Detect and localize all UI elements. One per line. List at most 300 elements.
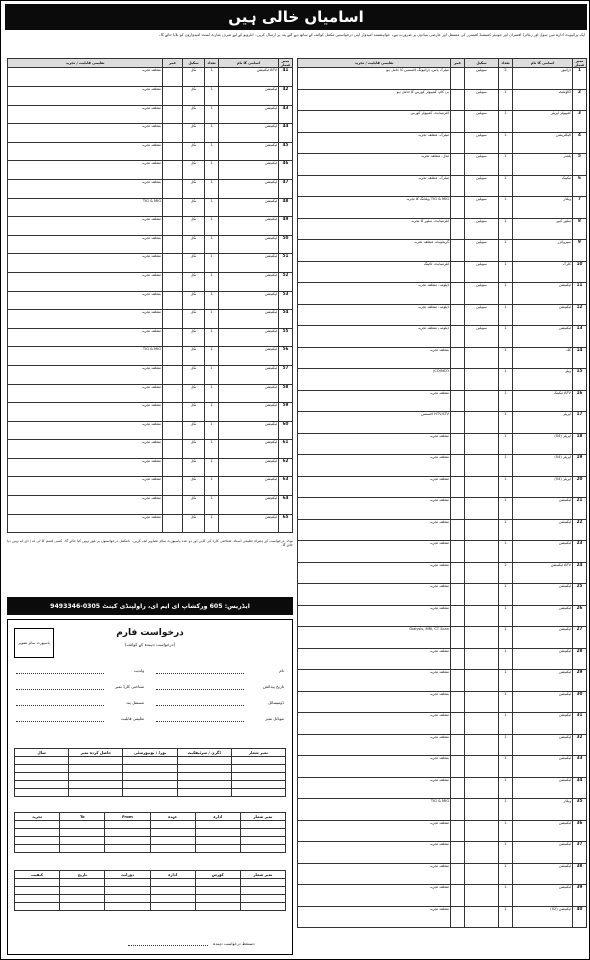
cell-qual: بی کام، کمپیوٹر کورس کا حامل ہو [298, 89, 451, 111]
cell-age [451, 885, 465, 907]
table-row [8, 328, 293, 347]
cell-post: ٹیکنیشن [219, 384, 279, 403]
table-row [298, 820, 587, 842]
cell-qual: میٹرک پاس، ڈرائیونگ لائسنس کا حامل ہو [298, 68, 451, 90]
cell-sr: 58 [279, 384, 293, 403]
cell-post: ٹیکنیشن [513, 713, 573, 735]
table-row [8, 68, 293, 87]
cell-age [163, 291, 183, 310]
cell-qty: 1 [499, 89, 513, 111]
cell-age [163, 458, 183, 477]
cell-qual: متعلقہ تجربہ [8, 496, 163, 515]
page-title: اسامیاں خالی ہیں [5, 4, 587, 30]
cell-age [451, 197, 465, 219]
col-header-post: اسامی کا نام [513, 59, 573, 68]
cell-pay [465, 519, 499, 541]
table-row [8, 310, 293, 329]
cell-pay [465, 369, 499, 391]
cell-qual: TIG & MIG [8, 198, 163, 217]
cell-age [451, 605, 465, 627]
cell-qty: 1 [205, 365, 219, 384]
notes-paragraph: نوٹ: درخواست کے ہمراہ تعلیمی اسناد، شناختی کارڈ کی کاپی اور دو عدد پاسپورٹ سائز تصاویر لف کریں۔ نامکمل درخواستوں پر غور نہیں کیا جائے گا۔ کسی قسم کا ٹی اے / ڈی اے نہیں دیا جائے گا۔ [7, 539, 293, 548]
cell-sr: 3 [573, 111, 587, 133]
cell-age [163, 254, 183, 273]
education-header-row [15, 749, 286, 757]
cell-age [163, 440, 183, 459]
table-row [8, 365, 293, 384]
cell-age [163, 272, 183, 291]
form-table-header-cell: عہدہ [150, 813, 195, 821]
cell-post: ٹیکنیشن [219, 124, 279, 143]
table-row [8, 403, 293, 422]
form-field-input[interactable] [16, 705, 104, 706]
cell-pay: سویلین [465, 154, 499, 176]
cell-age [451, 132, 465, 154]
table-row [298, 627, 587, 649]
cell-qual: متعلقہ تجربہ [298, 670, 451, 692]
table-row [8, 142, 293, 161]
table-row [298, 412, 587, 434]
cell-post: آپریٹر (04) [513, 455, 573, 477]
form-table-header-cell: نمبر شمار [240, 871, 285, 879]
cell-sr: 52 [279, 272, 293, 291]
cell-sr: 37 [573, 842, 587, 864]
cell-sr: 63 [279, 477, 293, 496]
cell-pay [465, 885, 499, 907]
cell-pay [465, 390, 499, 412]
cell-post: ٹیکنیشن [219, 87, 279, 106]
cell-qty: 1 [205, 384, 219, 403]
cell-qual: ڈپلومہ، متعلقہ تجربہ [298, 326, 451, 348]
cell-post: ٹیکنیشن [513, 498, 573, 520]
cell-pay: سویلین [465, 283, 499, 305]
cell-qual: متعلقہ تجربہ [8, 477, 163, 496]
cell-qty: 1 [205, 217, 219, 236]
jobs-table-right [297, 58, 587, 928]
cell-qual: میٹرک، متعلقہ تجربہ [298, 175, 451, 197]
cell-post: AFV مکینک [513, 390, 573, 412]
cell-qual: متعلقہ تجربہ [298, 756, 451, 778]
cell-age [451, 369, 465, 391]
table-row [8, 124, 293, 143]
experience-table [14, 812, 286, 853]
cell-pay: سویلین [465, 68, 499, 90]
form-table-header-cell: نمبر شمار [240, 813, 285, 821]
cell-sr: 40 [573, 906, 587, 928]
form-field-input[interactable] [156, 705, 244, 706]
form-table-header-cell: تجربہ [15, 813, 60, 821]
cell-post: اکاؤنٹنٹ [513, 89, 573, 111]
cell-sr: 20 [573, 476, 587, 498]
table-row [298, 777, 587, 799]
cell-post: ٹیکنیشن [513, 584, 573, 606]
cell-pay: نکل [183, 235, 205, 254]
cell-sr: 16 [573, 390, 587, 412]
cell-post: ڈرائیور [513, 68, 573, 90]
cell-qual: متعلقہ تجربہ [8, 440, 163, 459]
form-field-input[interactable] [16, 673, 104, 674]
table-row [298, 154, 587, 176]
cell-sr: 26 [573, 605, 587, 627]
table-row [298, 691, 587, 713]
cell-pay: سویلین [465, 261, 499, 283]
cell-qual: متعلقہ تجربہ [298, 605, 451, 627]
cell-qual: JCO/NCO [298, 369, 451, 391]
address-bar: ایڈریس: 605 ورکشاپ ای ایم ای، راولپنڈی کینٹ 0305-9493346 [7, 597, 293, 615]
cell-age [163, 514, 183, 533]
cell-qual: TIG & MIG ویلڈنگ کا تجربہ [298, 197, 451, 219]
cell-age [163, 477, 183, 496]
cell-pay [465, 347, 499, 369]
cell-sr: 7 [573, 197, 587, 219]
table-row [298, 326, 587, 348]
cell-sr: 18 [573, 433, 587, 455]
table-row [8, 179, 293, 198]
intro-paragraph: ایک پرائیویٹ ادارے میں سول اور ریٹائرڈ افسران اور جونیئر کمیشنڈ آفیسرز کی مستقل اور عارضی بنیادوں پر ضرورت ہے۔ خواہشمند امیدوار اپنی درخواستیں مکمل کوائف کے ساتھ دیے گئے پتہ پر ارسال کریں۔ انٹرویو کے لیے صرف شارٹ لسٹ امیدواروں کو بلایا جائے گا۔ [158, 33, 585, 37]
cell-qty: 1 [205, 310, 219, 329]
cell-sr: 28 [573, 648, 587, 670]
table-row [298, 605, 587, 627]
cell-sr: 62 [279, 458, 293, 477]
cell-qual: متعلقہ تجربہ [298, 347, 451, 369]
form-field-input[interactable] [156, 689, 244, 690]
table-row [8, 198, 293, 217]
cell-age [451, 541, 465, 563]
cell-age [163, 496, 183, 515]
cell-qual: ڈپلومہ، متعلقہ تجربہ [298, 304, 451, 326]
cell-qty: 1 [499, 691, 513, 713]
table-row [298, 734, 587, 756]
table-row [298, 906, 587, 928]
cell-qty: 1 [205, 496, 219, 515]
form-field-input[interactable] [16, 721, 104, 722]
cell-sr: 30 [573, 691, 587, 713]
cell-qual: متعلقہ تجربہ [298, 541, 451, 563]
cell-qty: 1 [205, 124, 219, 143]
cell-pay: سویلین [465, 197, 499, 219]
cell-qty: 1 [499, 326, 513, 348]
table-row [298, 519, 587, 541]
cell-pay [465, 648, 499, 670]
cell-qty: 1 [205, 87, 219, 106]
cell-qty: 1 [499, 347, 513, 369]
cell-sr: 19 [573, 455, 587, 477]
cell-qty: 1 [499, 412, 513, 434]
cell-sr: 6 [573, 175, 587, 197]
table-row [298, 670, 587, 692]
cell-post: ٹیکنیشن [219, 403, 279, 422]
cell-sr: 64 [279, 496, 293, 515]
cell-post: سپروائزر [513, 240, 573, 262]
form-table-header-cell: کورس [195, 871, 240, 879]
form-field-label: نام [279, 668, 284, 673]
col-header-age: عمر [163, 59, 183, 68]
cell-post: ٹیکنیشن [219, 142, 279, 161]
cell-pay: نکل [183, 365, 205, 384]
cell-post: ٹیکنیشن [513, 541, 573, 563]
cell-qual: متعلقہ تجربہ [8, 403, 163, 422]
cell-sr: 12 [573, 304, 587, 326]
col-header-qty: تعداد [499, 59, 513, 68]
cell-post: ٹیکنیشن [513, 326, 573, 348]
cell-post: الیکٹریشن [513, 132, 573, 154]
cell-age [163, 179, 183, 198]
cell-sr: 41 [279, 68, 293, 87]
cell-qual: متعلقہ تجربہ [298, 691, 451, 713]
cell-post: ٹیکنیشن [513, 519, 573, 541]
cell-age [451, 476, 465, 498]
cell-pay: نکل [183, 161, 205, 180]
cell-qty: 1 [499, 154, 513, 176]
cell-sr: 2 [573, 89, 587, 111]
cell-qty: 1 [499, 476, 513, 498]
cell-pay: نکل [183, 217, 205, 236]
cell-sr: 33 [573, 756, 587, 778]
form-table-header-cell: حاصل کردہ نمبر [69, 749, 123, 757]
cell-pay: نکل [183, 105, 205, 124]
cell-pay [465, 584, 499, 606]
cell-qual: متعلقہ تجربہ [8, 458, 163, 477]
cell-qual: متعلقہ تجربہ [298, 648, 451, 670]
cell-qty: 1 [499, 713, 513, 735]
cell-age [163, 105, 183, 124]
cell-sr: 56 [279, 347, 293, 366]
cell-qty: 1 [205, 198, 219, 217]
cell-age [451, 906, 465, 928]
cell-sr: 31 [573, 713, 587, 735]
cell-pay: نکل [183, 142, 205, 161]
application-form [7, 619, 293, 955]
cell-post: آپریٹر (04) [513, 476, 573, 498]
table-row [298, 89, 587, 111]
table-row [298, 261, 587, 283]
cell-sr: 54 [279, 310, 293, 329]
cell-post: ٹیکنیشن [219, 179, 279, 198]
cell-qual: متعلقہ تجربہ [8, 514, 163, 533]
cell-pay: نکل [183, 68, 205, 87]
cell-post: مکینک [513, 175, 573, 197]
cell-qual: TIG & MIG [8, 347, 163, 366]
form-field-input[interactable] [156, 673, 244, 674]
cell-age [163, 365, 183, 384]
cell-age [163, 328, 183, 347]
form-table-header-cell: تاریخ [60, 871, 105, 879]
cell-sr: 10 [573, 261, 587, 283]
form-field-label: شناختی کارڈ نمبر [114, 684, 144, 689]
cell-qty: 1 [205, 272, 219, 291]
cell-pay [465, 498, 499, 520]
table-row [8, 254, 293, 273]
cell-sr: 13 [573, 326, 587, 348]
cell-post: ٹیکنیشن [219, 310, 279, 329]
cell-age [451, 218, 465, 240]
cell-age [451, 89, 465, 111]
cell-post: AFV ٹیکنیشن [219, 68, 279, 87]
cell-qty: 1 [205, 105, 219, 124]
cell-qty: 1 [205, 421, 219, 440]
cell-post: ٹیکنیشن [513, 605, 573, 627]
cell-post: ٹیکنیشن [219, 347, 279, 366]
cell-sr: 49 [279, 217, 293, 236]
cell-post: پلمبر [513, 154, 573, 176]
cell-qual: متعلقہ تجربہ [298, 777, 451, 799]
table-row [298, 240, 587, 262]
cell-qual: متعلقہ تجربہ [298, 390, 451, 412]
cell-qty: 1 [499, 175, 513, 197]
cell-post: ٹیکنیشن [513, 777, 573, 799]
cell-post: ٹیکنیشن (02) [513, 906, 573, 928]
cell-qual: متعلقہ تجربہ [298, 713, 451, 735]
form-table-header-cell: کیفیت [15, 871, 60, 879]
cell-pay: سویلین [465, 218, 499, 240]
cell-qual: Dialysis, MRI, CT Scan [298, 627, 451, 649]
cell-pay [465, 670, 499, 692]
cell-qual: متعلقہ تجربہ [8, 68, 163, 87]
cell-sr: 44 [279, 124, 293, 143]
cell-sr: 35 [573, 799, 587, 821]
table-row [298, 132, 587, 154]
cell-pay: نکل [183, 254, 205, 273]
cell-pay: نکل [183, 514, 205, 533]
cell-pay: نکل [183, 347, 205, 366]
form-field-input[interactable] [156, 721, 244, 722]
col-header-pay: سکیل [183, 59, 205, 68]
cell-qty: 1 [205, 254, 219, 273]
cell-qual: متعلقہ تجربہ [298, 820, 451, 842]
cell-qual: متعلقہ تجربہ [8, 328, 163, 347]
cell-qual: HTV/LTV لائسنس [298, 412, 451, 434]
cell-qty: 1 [499, 584, 513, 606]
cell-pay: نکل [183, 421, 205, 440]
cell-sr: 25 [573, 584, 587, 606]
cell-qual: متعلقہ تجربہ [8, 124, 163, 143]
cell-qual: متعلقہ تجربہ [298, 455, 451, 477]
education-table [14, 748, 286, 797]
cell-qual: متعلقہ تجربہ [298, 734, 451, 756]
cell-post: ویٹر [513, 369, 573, 391]
table-row [298, 842, 587, 864]
cell-post: ٹیکنیشن [219, 328, 279, 347]
cell-qty: 1 [205, 403, 219, 422]
table-row [298, 648, 587, 670]
cell-post: ٹیکنیشن [219, 198, 279, 217]
cell-sr: 22 [573, 519, 587, 541]
cell-sr: 45 [279, 142, 293, 161]
cell-age [163, 142, 183, 161]
table-row [8, 477, 293, 496]
cell-age [451, 519, 465, 541]
cell-qual: متعلقہ تجربہ [8, 217, 163, 236]
cell-sr: 61 [279, 440, 293, 459]
cell-qual: متعلقہ تجربہ [8, 105, 163, 124]
cell-post: ٹیکنیشن [513, 691, 573, 713]
cell-qual: متعلقہ تجربہ [8, 179, 163, 198]
jobs-table-left-body [8, 68, 293, 533]
cell-sr: 11 [573, 283, 587, 305]
col-header-sr: نمبر شمار [573, 59, 587, 68]
cell-qty: 1 [205, 458, 219, 477]
cell-age [163, 347, 183, 366]
table-row [298, 476, 587, 498]
cell-post: ٹیکنیشن [219, 477, 279, 496]
cell-qty: 1 [499, 197, 513, 219]
cell-sr: 9 [573, 240, 587, 262]
form-field-label: ڈومیسائل [268, 700, 284, 705]
table-row [8, 87, 293, 106]
cell-qty: 1 [205, 161, 219, 180]
cell-pay [465, 691, 499, 713]
cell-qual: متعلقہ تجربہ [298, 842, 451, 864]
courses-table [14, 870, 286, 911]
cell-qty: 1 [499, 734, 513, 756]
table-row [8, 161, 293, 180]
cell-qty: 1 [499, 777, 513, 799]
cell-pay: نکل [183, 179, 205, 198]
table-row [298, 68, 587, 90]
cell-sr: 42 [279, 87, 293, 106]
cell-qual: متعلقہ تجربہ [8, 310, 163, 329]
cell-sr: 65 [279, 514, 293, 533]
experience-header-row [15, 813, 286, 821]
table-row [8, 217, 293, 236]
table-row [298, 390, 587, 412]
table-row [298, 541, 587, 563]
table-row [298, 433, 587, 455]
cell-pay: سویلین [465, 304, 499, 326]
cell-qual: متعلقہ تجربہ [298, 476, 451, 498]
cell-qty: 1 [205, 514, 219, 533]
table-row [8, 440, 293, 459]
cell-sr: 1 [573, 68, 587, 90]
cell-qty: 2 [499, 68, 513, 90]
cell-post: ٹیکنیشن [513, 885, 573, 907]
cell-qual: ڈپلومہ، متعلقہ تجربہ [298, 283, 451, 305]
cell-qual: انٹرمیڈیٹ، ٹائپنگ [298, 261, 451, 283]
cell-qty: 1 [499, 111, 513, 133]
cell-age [163, 217, 183, 236]
col-header-age: عمر [451, 59, 465, 68]
table-row [8, 458, 293, 477]
cell-qual: متعلقہ تجربہ [8, 235, 163, 254]
cell-pay: نکل [183, 198, 205, 217]
cell-qty: 1 [205, 291, 219, 310]
cell-qual: متعلقہ تجربہ [298, 433, 451, 455]
table-row [8, 496, 293, 515]
col-header-qual: تعلیمی قابلیت / تجربہ [8, 59, 163, 68]
cell-qual: متعلقہ تجربہ [298, 885, 451, 907]
cell-pay: نکل [183, 328, 205, 347]
cell-qty: 1 [499, 906, 513, 928]
table-row [298, 498, 587, 520]
cell-pay: سویلین [465, 240, 499, 262]
cell-age [163, 68, 183, 87]
table-row [8, 272, 293, 291]
cell-qty: 1 [499, 433, 513, 455]
table-row [298, 562, 587, 584]
cell-post: ٹیکنیشن [219, 217, 279, 236]
cell-pay [465, 627, 499, 649]
cell-pay: نکل [183, 458, 205, 477]
cell-qty: 1 [205, 68, 219, 87]
cell-qual: TIG & MIG [298, 799, 451, 821]
form-field-input[interactable] [16, 689, 104, 690]
col-header-post: اسامی کا نام [219, 59, 279, 68]
cell-sr: 29 [573, 670, 587, 692]
table-row [298, 885, 587, 907]
cell-sr: 39 [573, 885, 587, 907]
cell-post: ٹیکنیشن [219, 458, 279, 477]
table-row [8, 384, 293, 403]
